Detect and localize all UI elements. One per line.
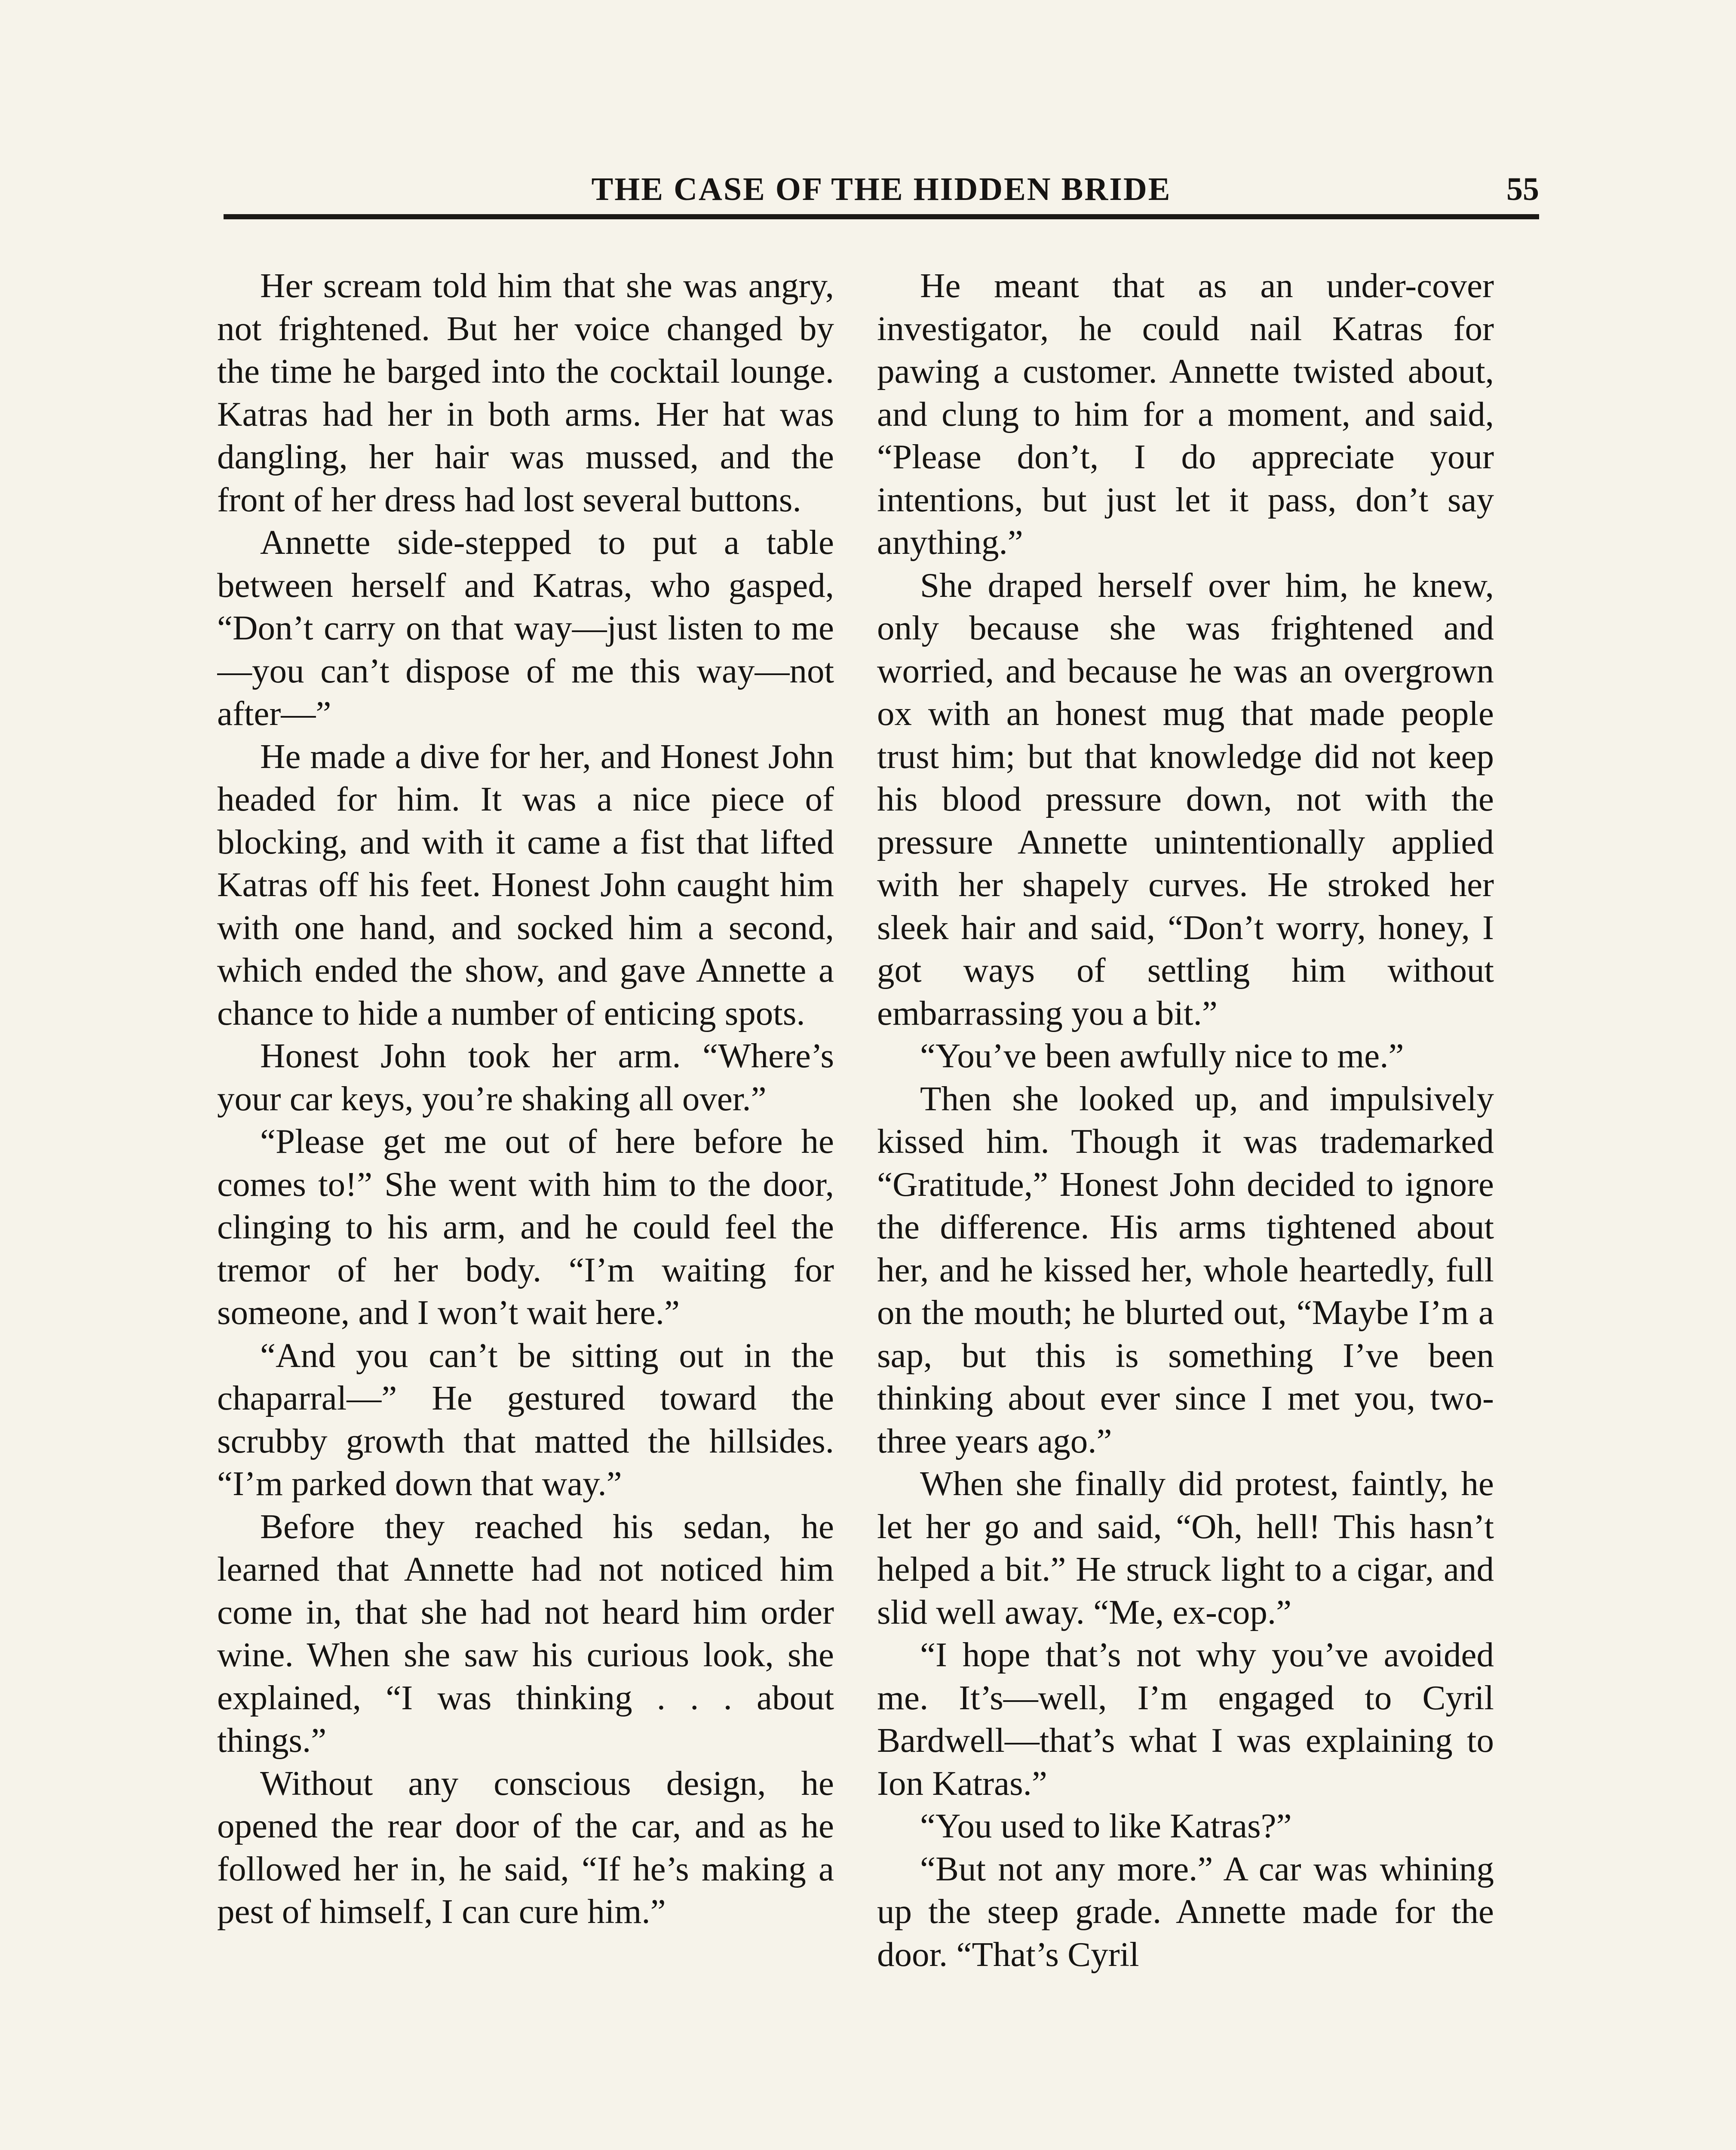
paragraph: Then she looked up, and impulsively kissed him. Though it was trademarked “Gratitude,” Honest John decided to ignore the difference. His arms tightened about her, and he kissed her, whole heartedly, full on the mouth; he blurted out, “Maybe I’m a sap, but this is something I’ve been thinking about ever since I met you, two-three years ago.” <box>877 1079 1494 1460</box>
paragraph: When she finally did protest, faintly, he let her go and said, “Oh, hell! This hasn’t helped a bit.” He struck light to a cigar, and slid well away. “Me, ex-cop.” <box>877 1464 1494 1631</box>
paragraph: Honest John took her arm. “Where’s your car keys, you’re shaking all over.” <box>217 1036 834 1118</box>
running-title: THE CASE OF THE HIDDEN BRIDE <box>591 171 1172 207</box>
paragraph: “And you can’t be sitting out in the chaparral—” He gestured toward the scrubby growth that matted the hillsides. “I’m parked down that way.” <box>217 1336 834 1503</box>
paragraph: He made a dive for her, and Honest John headed for him. It was a nice piece of blocking, and with it came a fist that lifted Katras off his feet. Honest John caught him with one hand, and socked him a second, which ended the show, and gave Annette a chance to hide a number of enticing spots. <box>217 737 834 1032</box>
header-rule <box>224 214 1539 219</box>
paragraph: She draped herself over him, he knew, only because she was frightened and worried, and because he was an overgrown ox with an honest mug that made people trust him; but that knowledge did not keep his blood pressure down, not with the pressure Annette unintentionally applied with her shapely curves. He stroked her sleek hair and said, “Don’t worry, honey, I got ways of settling him without embarrassing you a bit.” <box>877 565 1494 1032</box>
paragraph: He meant that as an under-cover investigator, he could nail Katras for pawing a customer. Annette twisted about, and clung to him for a moment, and said, “Please don’t, I do appreciate your intentions, but just let it pass, don’t say anything.” <box>877 266 1494 562</box>
paragraph: “You’ve been awfully nice to me.” <box>920 1036 1404 1075</box>
paragraph: “You used to like Katras?” <box>920 1806 1292 1845</box>
paragraph: Her scream told him that she was angry, not frightened. But her voice changed by the time he barged into the cocktail lounge. Katras had her in both arms. Her hat was dangling, her hair was mussed, and the front of her dress had lost several buttons. <box>217 266 834 519</box>
paragraph: “Please get me out of here before he comes to!” She went with him to the door, clinging to his arm, and he could feel the tremor of her body. “I’m waiting for someone, and I won’t wait here.” <box>217 1122 834 1332</box>
left-column <box>217 264 834 2150</box>
paragraph: Annette side-stepped to put a table between herself and Katras, who gasped, “Don’t carry on that way—just listen to me—you can’t dispose of me this way—not after—” <box>217 523 834 733</box>
page-number: 55 <box>1506 171 1539 207</box>
paragraph: Without any conscious design, he opened the rear door of the car, and as he followed her in, he said, “If he’s making a pest of himself, I can cure him.” <box>217 1763 834 1931</box>
right-column <box>877 264 1494 2150</box>
paragraph: Before they reached his sedan, he learned that Annette had not noticed him come in, that she had not heard him order wine. When she saw his curious look, she explained, “I was thinking . . . about things.” <box>217 1507 834 1760</box>
running-header <box>224 166 1539 213</box>
paragraph: “I hope that’s not why you’ve avoided me. It’s—well, I’m engaged to Cyril Bardwell—that’s what I was explaining to Ion Katras.” <box>877 1635 1494 1803</box>
paragraph: “But not any more.” A car was whining up the steep grade. Annette made for the door. “That’s Cyril <box>877 1849 1494 1974</box>
